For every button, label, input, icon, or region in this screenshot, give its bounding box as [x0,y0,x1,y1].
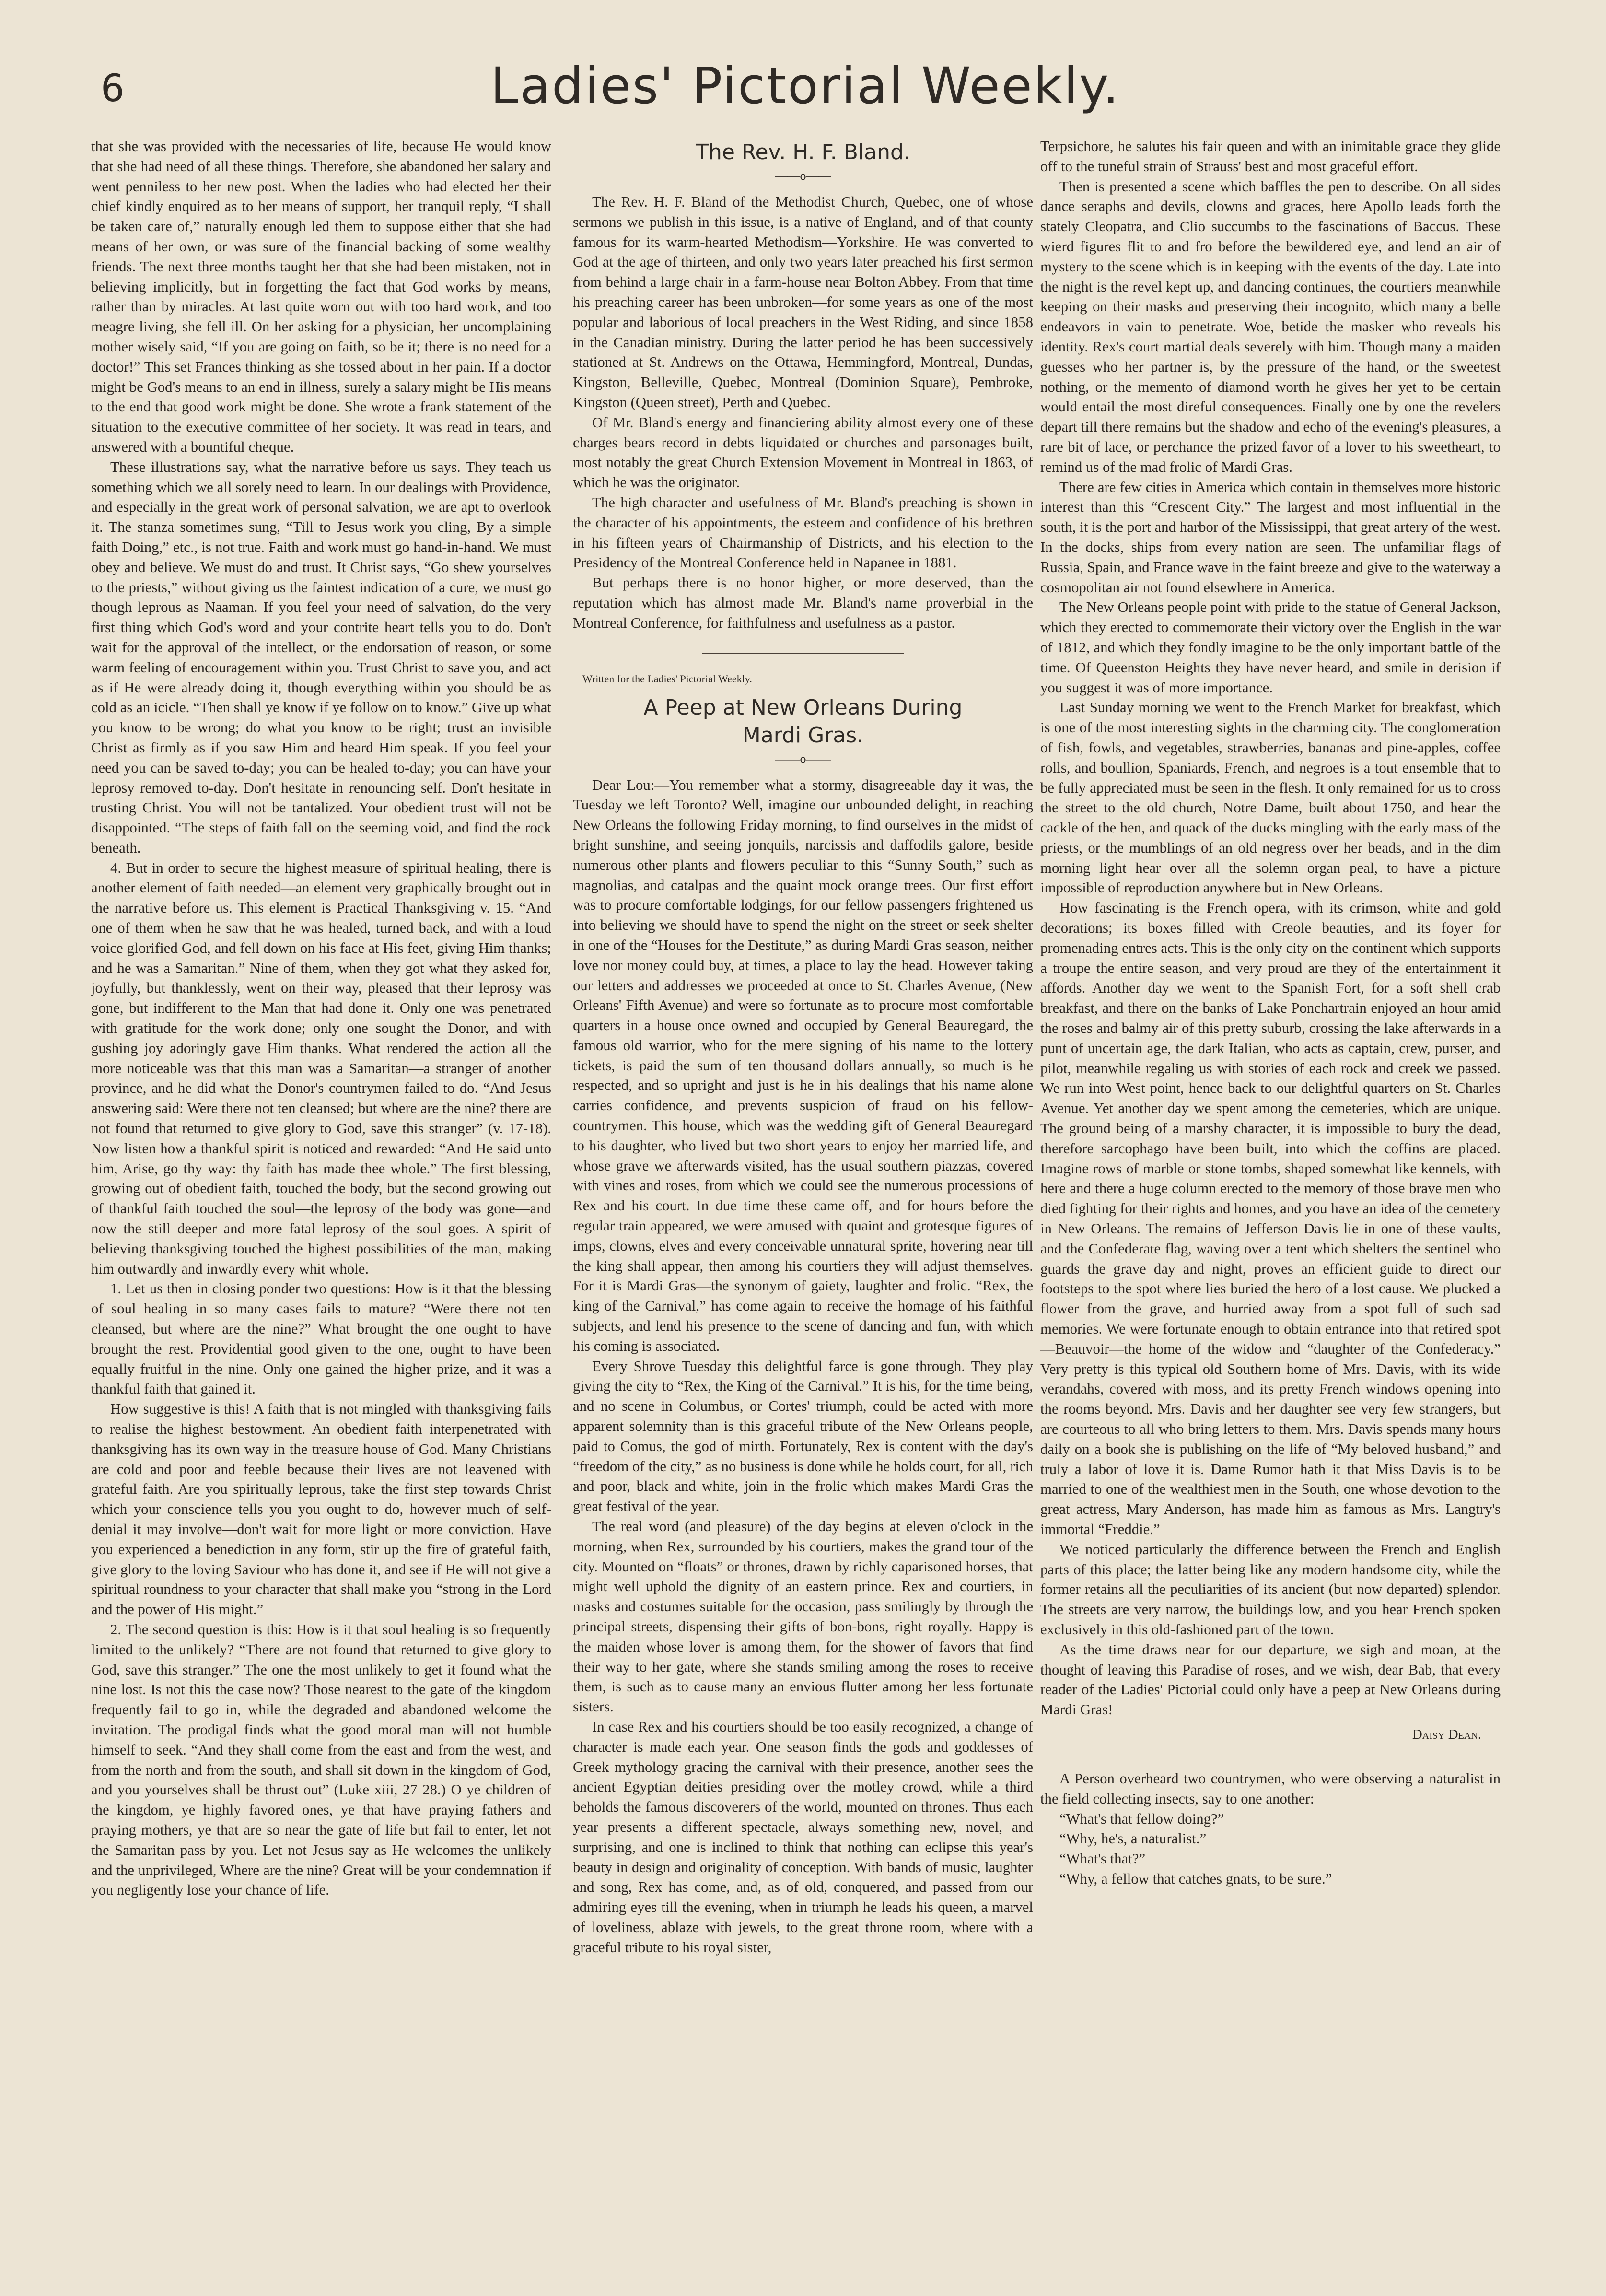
peep-paragraph: Terpsichore, he salutes his fair queen and with an inimitable grace they glide off to the tuneful strain of Strauss' best and most graceful effort. [1040,138,1501,175]
sermon-paragraph: These illustrations say, what the narrative before us says. They teach us something which we all sorely need to learn. In our dealings with Providence, and especially in the great work of personal salvation, we are apt to overlook it. The stanza sometimes sung, “Till to Jesus work you cling, By a simple faith Doing,” etc., is not true. Faith and work must go hand-in-hand. We must obey and believe. We must do and trust. It Christ says, “Go shew yourselves to the priests,” without giving us the faintest indication of a cure, we must go though leprous as Naaman. If you feel your need of salvation, do the very first thing which God's word and your contrite heart tells you to do. Don't wait for the approval of the intellect, or the endorsation of reason, or some warm feeling of encouragement within you. Trust Christ to save you, and act as if He were already doing it, though everything within you should be as cold as an icicle. “Then shall ye know if ye follow on to know.” Give up what you know to be wrong; do what you know to be right; trust an invisible Christ as firmly as if you saw Him and heard Him speak. If you feel your need you can be saved to-day; you can be healed to-day; you can have your leprosy removed to-day. Don't hesitate in renouncing self. Don't hesitate in trusting Christ. You will not be tantalized. Your obedient trust will not be disappointed. “The steps of faith fall on the seeming void, and find the rock beneath. [91,458,551,856]
anecdote-intro: A Person overheard two countrymen, who were observing a naturalist in the field collecting insects, say to one another: [1040,1770,1501,1807]
sermon-paragraph: 4. But in order to secure the highest measure of spiritual healing, there is another element of faith needed—an element very graphically brought out in the narrative before us. This element is Practical Thanksgiving v. 15. “And one of them when he saw that he was healed, turned back, and with a loud voice glorified God, and fell down on his face at His feet, giving Him thanks; and he was a Samaritan.” Nine of them, when they got what they asked for, joyfully, but thanklessly, went on their way, pleased that their leprosy was gone, but indifferent to the Man that had done it. Only one was penetrated with gratitude for the work done; only one sought the Donor, and with gushing joy adoringly gave Him thanks. What rendered the action all the more noticeable was that this man was a Samaritan—a stranger of another province, and he did what the Donor's countrymen failed to do. “And Jesus answering said: Were there not ten cleansed; but where are the nine? there are not found that returned to give glory to God, save this stranger” (v. 17-18). Now listen how a thankful spirit is noticed and rewarded: “And He said unto him, Arise, go thy way: thy faith has made thee whole.” The first blessing, growing out of obedient faith, touched the body, but the second growing out of thankful faith touched the soul—the leprosy of the body was gone—and now the still deeper and more fatal leprosy of the soul goes. A spirit of believing thanksgiving touched the highest possibilities of the man, making him outwardly and inwardly every whit whole. [91,859,551,1277]
peep-paragraph: Dear Lou:—You remember what a stormy, disagreeable day it was, the Tuesday we left Toronto? Well, imagine our unbounded delight, in reaching New Orleans the following Friday morning, to find ourselves in the midst of bright sunshine, and seeing jonquils, narcissis and daffodils galore, beside numerous other plants and flowers peculiar to this “Sunny South,” such as magnolias, and catalpas and the quaint mock orange trees. Our first effort was to procure comfortable lodgings, for our fellow passengers frightened us into believing we should have to spend the night on the street or seek shelter in one of the “Houses for the Destitute,” as during Mardi Gras season, neither love nor money could buy, at times, a place to lay the head. However taking our letters and addresses we proceeded at once to St. Charles Avenue, (New Orleans' Fifth Avenue) and were so fortunate as to procure most comfortable quarters in a house once owned and occupied by General Beauregard, the famous old warrior, who for the mere signing of his name to the lottery tickets, is paid the sum of ten thousand dollars annually, so much is he respected, and so upright and just is he in his dealings that his name alone carries confidence, and prevents suspicion of fraud on his fellow-countrymen. This house, which was the wedding gift of General Beauregard to his daughter, who lived but two short years to enjoy her married life, and whose grave we afterwards visited, has the usual southern piazzas, covered with vines and roses, from which we could see the numerous processions of Rex and his court. In due time these came off, and for hours before the regular train appeared, we were amused with quaint and grotesque figures of imps, clowns, elves and every conceivable unnatural sprite, hovering near till the king shall appear, then among his courtiers they will adjust themselves. For it is Mardi Gras—the synonym of gaiety, laughter and frolic. “Rex, the king of the Carnival,” has come again to receive the homage of his faithful subjects, and lend his presence to the scene of dancing and fun, with which his coming is associated. [573,776,1033,1354]
article-title-line: A Peep at New Orleans During [643,695,963,720]
peep-paragraph: We noticed particularly the difference between the French and English parts of this place; the latter being like any modern handsome city, while the former retains all the peculiarities of its ancient (but now departed) splendor. The streets are very narrow, the buildings low, and you hear French spoken exclusively in this old-fashioned part of the town. [1040,1541,1501,1638]
peep-paragraph: Every Shrove Tuesday this delightful farce is gone through. They play giving the city to “Rex, the King of the Carnival.” It is his, for the time being, and no scene in Columbus, or Cortes' triumph, could be acted with more apparent solemnity than is this graceful tribute of the New Orleans people, paid to Comus, the god of mirth. Fortunately, Rex is content with the day's “freedom of the city,” as no business is done while he holds court, for all, rich and poor, black and white, join in the frolic which makes Mardi Gras the great festival of the year. [573,1358,1033,1515]
sermon-paragraph: 1. Let us then in closing ponder two questions: How is it that the blessing of soul healing in so many cases fails to mature? “Were there not ten cleansed, but where are the nine?” What brought the one ought to have brought the rest. Providential good given to the one, ought to have been equally fruitful in the nine. Only one gained the higher prize, and it was a thankful faith that gained it. [91,1280,551,1397]
anecdote-dialogue [1040,1809,1501,1889]
article-title-peep [573,694,1033,750]
peep-paragraph: Last Sunday morning we went to the French Market for breakfast, which is one of the most interesting sights in the charming city. The conglomeration of fish, fowls, and vegetables, strawberries, bananas and pine-apples, coffee rolls, and boullion, Spaniards, French, and negroes is a tout ensemble that to be fully appreciated must be seen in the flesh. It only remained for us to cross the street to the old church, Notre Dame, built about 1750, and hear the cackle of the hen, and quack of the ducks mingling with the early mass of the priests, or the mumblings of an old negress over her beads, and in the dim morning light hear over all the solemn organ peal, to have a picture impossible of reproduction anywhere but in New Orleans. [1040,699,1501,896]
peep-paragraph: How fascinating is the French opera, with its crimson, white and gold decorations; its boxes filled with Creole beauties, and its foyer for promenading entres acts. This is the only city on the continent which supports a troupe the entire season, and very proud are they of the entertainment it affords. Another day we went to the Spanish Fort, for a soft shell crab breakfast, and there on the banks of Lake Ponchartrain enjoyed an hour amid the roses and balmy air of this pretty suburb, crossing the lake afterwards in a punt of uncertain age, the dark Italian, who acts as captain, crew, purser, and pilot, meanwhile regaling us with stories of each rock and creek we passed. We run into West point, hence back to our delightful quarters on St. Charles Avenue. Yet another day we spent among the cemeteries, which are unique. The ground being of a marshy character, it is impossible to bury the dead, therefore sarcophago have been built, into which the coffins are placed. Imagine rows of marble or stone tombs, shaped somewhat like kennels, with here and there a huge column erected to the memory of those brave men who died fighting for their rights and homes, and you have an idea of the cemetery in New Orleans. The remains of Jefferson Davis lie in one of these vaults, and the Confederate flag, waving over a tent which shelters the sentinel who guards the grave day and night, proves an efficient guide to direct our footsteps to the spot where lies buried the hero of a lost cause. We plucked a flower from the grave, and hurried away from a spot full of such sad memories. We were fortunate enough to obtain entrance into that retired spot—Beauvoir—the home of the widow and “daughter of the Confederacy.” Very pretty is this typical old Southern home of Mrs. Davis, with its wide verandahs, covered with moss, and its pretty French windows opening into the rooms beyond. Mrs. Davis and her daughter see very few strangers, but are courteous to all who bring letters to them. Mrs. Davis spends many hours daily on a book she is publishing on the life of “My beloved husband,” and truly a labor of love it is. Dame Rumor hath it that Miss Davis is to be married to one of the wealthiest men in the South, one whose devotion to the great actress, Mary Anderson, has made him as famous as Mrs. Langtry's immortal “Freddie.” [1040,900,1501,1537]
column-2 [573,137,1033,1958]
peep-paragraph: Then is presented a scene which baffles the pen to describe. On all sides dance seraphs and devils, clowns and graces, here Apollo leads forth the stately Cleopatra, and Clio succumbs to the fascinations of Baccus. These wierd figures flit to and fro before the bewildered eye, and lend an air of mystery to the scene which is in keeping with the events of the day. Late into the night is the revel kept up, and dancing continues, the courtiers meanwhile keeping on their masks and preserving their incognito, which many a belle endeavors in vain to penetrate. Woe, betide the masker who reveals his identity. Rex's court martial deals severely with him. Though many a maiden guesses who her partner is, by the pressure of the hand, or the sweetest nothing, or the memento of diamond worth he gives her yet to be certain would entail the most direful consequences. Finally one by one the revelers depart till there remains but the shadow and echo of the evening's pleasures, a rare bit of lace, or perchance the prized favor of a lover to his sweetheart, to remind us of the mad frolic of Mardi Gras. [1040,178,1501,475]
column-3 [1040,137,1501,1889]
sermon-paragraph: How suggestive is this! A faith that is not mingled with thanksgiving fails to realise the highest bestowment. An obedient faith interpenetrated with thanksgiving has its own way in the treasure house of God. Many Christians are cold and poor and feeble because their lives are not leavened with grateful faith. Are you spiritually leprous, take the first step towards Christ which your conscience tells you you ought to do, however much of self-denial it may involve—don't wait for more light or more conviction. Have you experienced a benediction in any form, stir up the fire of grateful faith, give glory to the loving Saviour who has done it, and see if He will not give a spiritual roundness to your character that shall make you “strong in the Lord and the power of His might.” [91,1401,551,1618]
peep-paragraph: There are few cities in America which contain in themselves more historic interest than this “Crescent City.” The largest and most influential in the south, it is the port and harbor of the Mississippi, that great artery of the west. In the docks, ships from every nation are seen. The unfamiliar flags of Russia, Spain, and France wave in the faint breeze and give to the waterway a cosmopolitan air not found elsewhere in America. [1040,479,1501,596]
written-for-credit: Written for the Ladies' Pictorial Weekly. [582,672,752,685]
article-title-line: Mardi Gras. [742,723,864,748]
sermon-paragraph: that she was provided with the necessaries of life, because He would know that she had need of all these things. Therefore, she abandoned her salary and went penniless to her new post. When the ladies who had elected her their chief kindly enquired as to her means of support, her tranquil reply, “I shall be taken care of,” naturally enough led them to suppose either that she had means of her own, or was sure of the financial backing of some wealthy friends. The next three months taught her that she had been mistaken, not in believing implicitly, but in forgetting the fact that God works by means, rather than by miracles. At last quite worn out with too hard work, and too meagre living, she fell ill. On her asking for a physician, her uncomplaining mother wisely said, “If you are going on faith, so be it; there is no need for a doctor!” This set Frances thinking as she tossed about in her pain. If a doctor might be God's means to an end in illness, surely a salary might be His means to the end that good work might be done. She wrote a frank statement of the situation to the executive committee of her society. It was read in tears, and answered with a bountiful cheque. [91,138,551,455]
title-separator: ——o—— [775,169,831,183]
bland-paragraph: But perhaps there is no honor higher, or more deserved, than the reputation which has almost made Mr. Bland's name proverbial in the Montreal Conference, for faithfulness and usefulness as a pastor. [573,574,1033,631]
dialogue-line: “Why, a fellow that catches gnats, to be sure.” [1059,1870,1332,1887]
dialogue-line: “What's that fellow doing?” [1059,1810,1224,1827]
peep-paragraph: In case Rex and his courtiers should be too easily recognized, a change of character is made each year. One season finds the gods and goddesses of Greek mythology gracing the carnival with their presence, another sees the ancient Egyptian deities presiding over the motley crowd, while a third beholds the famous discoverers of the world, mounted on thrones. Thus each year presents a different spectacle, always something new, novel, and surprising, and one is inclined to think that nothing can eclipse this year's beauty in design and originality of conception. With bands of music, laughter and song, Rex has come, and, as of old, conquered, and passed from our admiring eyes till the evening, when in triumph he leads his queen, a marvel of loveliness, ablaze with jewels, to the great throne room, where with a graceful tribute to his royal sister, [573,1718,1033,1956]
author-signature: Daisy Dean. [1412,1726,1481,1742]
bland-paragraph: Of Mr. Bland's energy and financiering ability almost every one of these charges bears record in debts liquidated or churches and parsonages built, most notably the great Church Extension Movement in Montreal in 1863, of which he was the originator. [573,414,1033,491]
bland-paragraph: The high character and usefulness of Mr. Bland's preaching is shown in the character of his appointments, the esteem and confidence of his brethren in his fifteen years of Chairmanship of Districts, and his election to the Presidency of the Montreal Conference held in Napanee in 1881. [573,494,1033,571]
peep-paragraph: As the time draws near for our departure, we sigh and moan, at the thought of leaving this Paradise of roses, and we wish, dear Bab, that every reader of the Ladies' Pictorial could only have a peep at New Orleans during Mardi Gras! [1040,1641,1501,1718]
bland-paragraph: The Rev. H. F. Bland of the Methodist Church, Quebec, one of whose sermons we publish in this issue, is a native of England, and of that county famous for its warm-hearted Methodism—Yorkshire. He was converted to God at the age of thirteen, and only two years later preached his first sermon from behind a large chair in a farm-house near Bolton Abbey. From that time his preaching career has been unbroken—for some years as one of the most popular and laborious of local preachers in the West Riding, and since 1858 in the Canadian ministry. During the latter period he has been successively stationed at St. Andrews on the Ottawa, Hemmingford, Montreal, Dundas, Kingston, Belleville, Quebec, Montreal (Dominion Square), Pembroke, Kingston (Queen street), Perth and Quebec. [573,194,1033,410]
column-1 [91,137,551,1900]
title-separator: ——o—— [775,751,831,766]
page-number: 6 [101,67,125,110]
masthead-title: Ladies' Pictorial Weekly. [490,57,1120,115]
sermon-paragraph: 2. The second question is this: How is it that soul healing is so frequently limited to the unlikely? “There are not found that returned to give glory to God, save this stranger.” The one the most unlikely to get it found what the nine lost. Is not this the case now? Those nearest to the gate of the kingdom frequently fail to go in, while the degraded and abandoned welcome the invitation. The prodigal finds what the good moral man will not humble himself to seek. “And they shall come from the east and from the west, and from the north and from the south, and shall sit down in the kingdom of God, and you yourselves shall be thrust out” (Luke xiii, 27 28.) O ye children of the kingdom, ye highly favored ones, ye that have praying fathers and praying mothers, ye that are so near the gate of life but fail to enter, let not the Samaritan pass by you. Let not Jesus say as He welcomes the unlikely and the unprivileged, Where are the nine? Great will be your condemnation if you negligently lose your chance of life. [91,1621,551,1898]
section-divider [702,653,904,656]
dialogue-line: “What's that?” [1059,1851,1146,1867]
dialogue-line: “Why, he's, a naturalist.” [1059,1830,1207,1847]
article-title-bland: The Rev. H. F. Bland. [696,140,910,164]
peep-paragraph: The real word (and pleasure) of the day begins at eleven o'clock in the morning, when Rex, surrounded by his courtiers, makes the grand tour of the city. Mounted on “floats” or thrones, drawn by richly caparisoned horses, that might well uphold the dignity of an eastern prince. Rex and courtiers, in masks and costumes suitable for the occasion, pass smilingly by through the principal streets, dispensing their gifts of bon-bons, right royally. Happy is the maiden whose lover is among them, for the shower of favors that find their way to her gate, where she stands smiling among the roses to receive them, is such as to cause many an envious flutter among her less fortunate sisters. [573,1518,1033,1715]
peep-paragraph: The New Orleans people point with pride to the statue of General Jackson, which they erected to commemorate their victory over the English in the war of 1812, and which they fondly imagine to be the only important battle of the time. Of Queenston Heights they have never heard, and smile in derision if you suggest it was of more importance. [1040,599,1501,696]
